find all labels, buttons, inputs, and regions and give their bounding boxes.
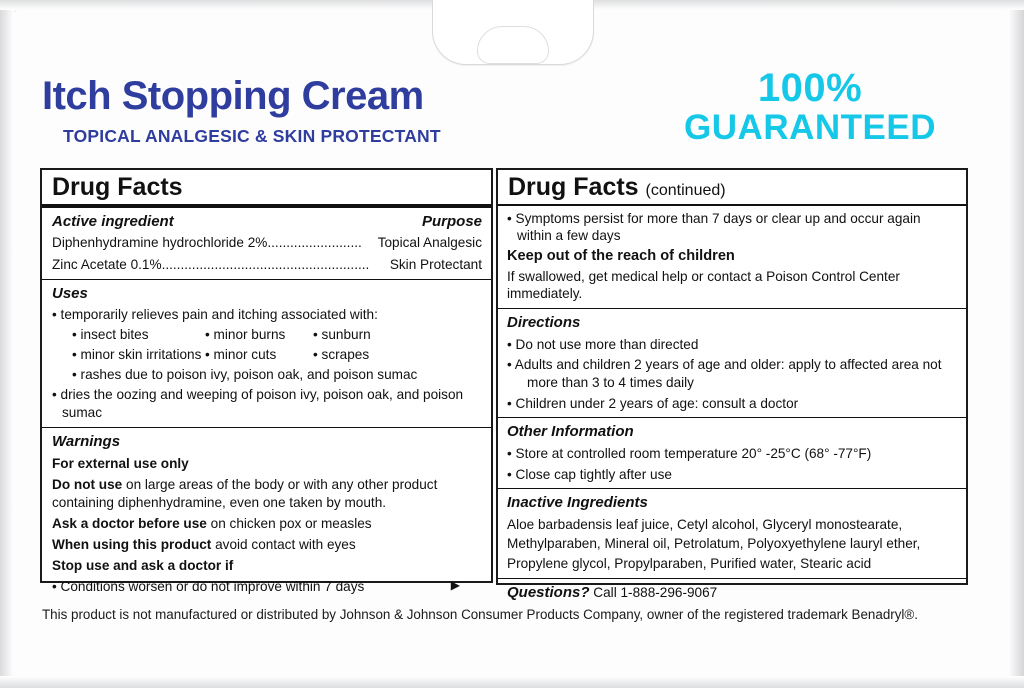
uses-item: • sunburn [313, 326, 371, 342]
warning-ask-doctor [52, 515, 482, 533]
inactive-ingredients-text: Aloe barbadensis leaf juice, Cetyl alcohol, Glyceryl monostearate, [507, 516, 903, 532]
card-edge-bottom [0, 676, 1024, 688]
uses-item: • scrapes [313, 346, 370, 362]
ingredient-name: Zinc Acetate 0.1% [52, 256, 162, 272]
trademark-disclaimer: This product is not manufactured or distributed by Johnson & Johnson Consumer Products Company, owner of the registered trademark Benadryl®. [42, 607, 918, 622]
warning-stop-use-item: • Conditions worsen or do not improve within 7 days [52, 579, 365, 595]
uses-intro: • temporarily relieves pain and itching associated with: [52, 306, 378, 322]
ingredient-purpose: Topical Analgesic [377, 235, 482, 251]
questions-label: Questions? [507, 583, 590, 601]
drug-facts-heading-continued [498, 170, 966, 206]
warnings-label: Warnings [52, 433, 121, 450]
uses-grid-row [52, 326, 482, 344]
drug-facts-heading-note: (continued) [645, 182, 726, 199]
ingredient-name: Diphenhydramine hydrochloride 2% [52, 235, 268, 251]
keep-out-text: immediately. [507, 286, 583, 302]
inactive-ingredients-section [498, 489, 966, 579]
warnings-continued-item: within a few days [517, 228, 621, 244]
warnings-section [42, 428, 491, 601]
other-information-item: • Close cap tightly after use [507, 466, 672, 482]
hang-tab [432, 0, 592, 68]
uses-label: Uses [52, 284, 88, 302]
uses-item: • rashes due to poison ivy, poison oak, and poison sumac [72, 366, 418, 382]
inactive-ingredients-label: Inactive Ingredients [507, 494, 648, 512]
drug-facts-heading-text: Drug Facts [508, 173, 639, 201]
active-ingredient-row [52, 256, 482, 274]
uses-item: • minor burns [205, 326, 286, 342]
warning-do-not-use-text: on large areas of the body or with any other product containing diphenhydramine, even one taken by mouth. [52, 477, 438, 511]
guarantee-badge [684, 68, 936, 146]
keep-out-text: If swallowed, get medical help or contact a Poison Control Center [507, 268, 900, 284]
warning-when-using-text: avoid contact with eyes [211, 537, 356, 553]
directions-item: • Do not use more than directed [507, 336, 699, 352]
uses-item: • insect bites [72, 326, 149, 342]
product-title: Itch Stopping Cream [42, 74, 424, 118]
drug-facts-panel-right [496, 168, 968, 601]
questions-phone: Call 1-888-296-9067 [589, 584, 718, 600]
card-edge-right [1008, 0, 1024, 688]
warning-stop-use-row [52, 578, 482, 596]
warning-when-using [52, 536, 482, 554]
product-subtitle: TOPICAL ANALGESIC & SKIN PROTECTANT [63, 126, 441, 146]
active-ingredient-section [42, 208, 491, 280]
uses-grid-row [52, 346, 482, 364]
other-information-label: Other Information [507, 423, 634, 441]
warning-do-not-use [52, 476, 482, 512]
guarantee-percent: 100% [757, 66, 863, 110]
ingredient-dots: ......................... [267, 235, 362, 251]
other-information-item: • Store at controlled room temperature 20° -25°C (68° -77°F) [507, 445, 872, 461]
uses-item: • minor skin irritations [72, 346, 202, 362]
keep-out-section [498, 206, 966, 310]
purpose-label: Purpose [421, 212, 482, 230]
directions-item: • Adults and children 2 years of age and older: apply to affected area not [507, 357, 942, 373]
uses-item: • dries the oozing and weeping of poison ivy, poison oak, and poison sumac [52, 386, 464, 420]
hang-notch-icon [477, 26, 549, 64]
warning-when-using-label: When using this product [52, 537, 212, 553]
warning-do-not-use-label: Do not use [52, 477, 123, 493]
warnings-continued-item: • Symptoms persist for more than 7 days or clear up and occur again [507, 210, 921, 226]
inactive-ingredients-text: Propylene glycol, Propylparaben, Purified water, Stearic acid [507, 556, 872, 572]
other-information-section [498, 418, 966, 489]
warning-ask-doctor-label: Ask a doctor before use [52, 516, 207, 532]
guarantee-word: GUARANTEED [684, 107, 936, 147]
directions-item-cont: more than 3 to 4 times daily [527, 375, 694, 390]
inactive-ingredients-text: Methylparaben, Mineral oil, Petrolatum, Polyoxyethylene lauryl ether, [507, 536, 921, 552]
ingredient-dots: ....................................................... [161, 256, 370, 272]
card-edge-left [0, 0, 14, 688]
uses-item: • minor cuts [205, 346, 277, 362]
warning-external-use: For external use only [52, 455, 189, 471]
keep-out-label: Keep out of the reach of children [507, 247, 735, 264]
directions-label: Directions [507, 314, 581, 332]
active-ingredient-row [52, 234, 482, 252]
directions-section [498, 309, 966, 418]
ingredient-purpose: Skin Protectant [389, 256, 482, 272]
warning-ask-doctor-text: on chicken pox or measles [206, 516, 372, 532]
warning-stop-use-label: Stop use and ask a doctor if [52, 558, 234, 574]
uses-section [42, 280, 491, 428]
questions-section [498, 579, 966, 608]
directions-item: • Children under 2 years of age: consult a doctor [507, 395, 799, 411]
active-ingredient-label: Active ingredient [52, 212, 174, 230]
drug-facts-heading: Drug Facts [42, 170, 491, 208]
drug-facts-panel-left [40, 168, 493, 595]
continued-arrow-icon: ▶ [450, 578, 460, 593]
